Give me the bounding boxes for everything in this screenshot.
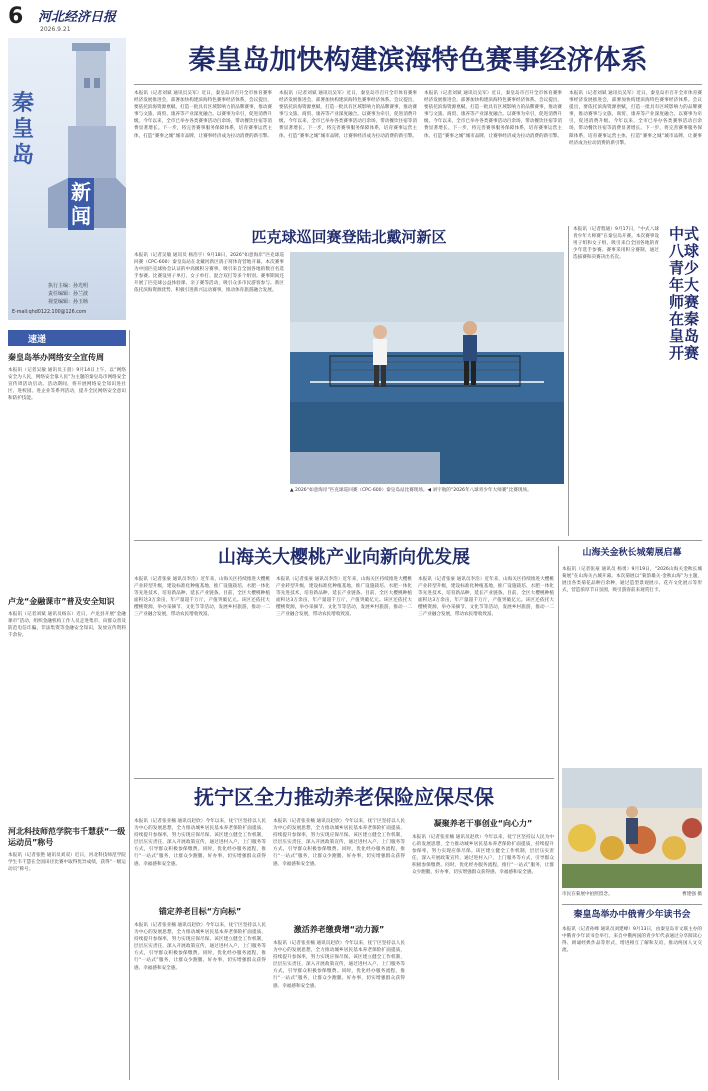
brief-title: 卢龙“金融课市”普及安全知识 <box>8 597 115 606</box>
section-title-news: 新闻 <box>68 178 94 230</box>
brief-item <box>8 352 126 585</box>
section-title-qinhuangdao: 秦皇岛 <box>12 90 35 168</box>
elderly-body-col3: 本报讯（记者张亚楠 通讯员赵欣）今年以来，抚宁区坚持以人民为中心的发展思想，全力推动城乡居民基本养老保险扩面提质，持续提升参保率，努力实现应保尽保。该区建立健全工作机制，层层压实责任，深入开展政策宣传，通过进村入户、上门服务等方式，引导群众积极参保缴费。同时，优化经办服务流程，推行“一站式”服务，让群众少跑腿、好办事，切实增强群众获得感、幸福感和安全感。 <box>412 835 554 876</box>
brief-body: 本报讯（记者张艳 通讯员刘双）近日，河北科技师范学院学生韦千慧在全国田径比赛中取得优异成绩，获得“一级运动员”称号。 <box>8 853 126 873</box>
masthead <box>0 0 708 38</box>
divider <box>562 904 702 905</box>
pickleball-body: 本报讯（记者吴敏 通讯员 杨浩宇）9月18日，2026“如意海岸”匹克球巡回赛（CPC-600）秦皇岛站在北戴河新区鸽子窝体育营地开幕。本次赛事为中国匹克球协会认证的中高级积分赛事，吸引来自全国各地的数百名选手参赛。比赛设男子单打、女子单打、混合双打等多个组别。赛事期间还开展了匹克球公益体验课、亲子赛等活动，吸引众多市民游客参与。新区依托滨海资源优势，积极引进新兴运动赛事，推动体育旅游融合发展。 <box>134 253 284 294</box>
greatwall-body: 本报讯（记者张豪 通讯员 杨勇）9月19日，“2026山海关金秋长城菊展”在山海关古城开幕。本次菊展以“菊韵雄关·金秋山海”为主题，展出各类菊花品种百余种，通过造型景观展示、花卉文化展示等形式，营造浓厚节日氛围，吸引游客前来观赏打卡。 <box>562 567 702 594</box>
briefs-label-text: 速递 <box>28 335 47 345</box>
cherry-body-col2: 本报讯（记者张豪 通讯员李浩）近年来，山海关区持续推进大樱桃产业转型升级，建设标准化种植基地，推广设施栽培、水肥一体化等先进技术，培育新品种，延长产业链条。目前，全区大樱桃种植面积达3万余亩，年产量超千万斤，产值突破亿元。该区还依托大樱桃资源，举办采摘节、文化节等活动，发展乡村旅游，推动一二三产业融合发展，带动农民增收致富。 <box>276 577 412 618</box>
elderly-subhead: 激活养老缴费增“动力源” <box>293 925 385 934</box>
editor-line: 执行主编：孙光明 <box>48 283 89 289</box>
pickleball-photo <box>290 252 564 484</box>
divider <box>134 84 702 85</box>
elderly-body-col2b: 本报讯（记者张亚楠 通讯员赵欣）今年以来，抚宁区坚持以人民为中心的发展思想，全力推动城乡居民基本养老保险扩面提质，持续提升参保率，努力实现应保尽保。该区建立健全工作机制，层层压实责任，深入开展政策宣传，通过进村入户、上门服务等方式，引导群众积极参保缴费。同时，优化经办服务流程，推行“一站式”服务，让群众少跑腿、好办事，切实增强群众获得感、幸福感和安全感。 <box>273 941 405 989</box>
issue-date: 2026.9.21 <box>40 26 71 33</box>
brief-title: 河北科技师范学院韦千慧获“一级运动员”称号 <box>8 827 126 847</box>
elderly-body-col1: 本报讯（记者张亚楠 通讯员赵欣）今年以来，抚宁区坚持以人民为中心的发展思想，全力推动城乡居民基本养老保险扩面提质，持续提升参保率，努力实现应保尽保。该区建立健全工作机制，层层压实责任，深入开展政策宣传，通过进村入户、上门服务等方式，引导群众积极参保缴费。同时，优化经办服务流程，推行“一站式”服务，让群众少跑腿、好办事，切实增强群众获得感、幸福感和安全感。 <box>134 819 266 867</box>
greatwall-photo-credit: 曹建强 摄 <box>682 892 702 897</box>
elderly-body-col2: 本报讯（记者张亚楠 通讯员赵欣）今年以来，抚宁区坚持以人民为中心的发展思想，全力推动城乡居民基本养老保险扩面提质，持续提升参保率，努力实现应保尽保。该区建立健全工作机制，层层压实责任，深入开展政策宣传，通过进村入户、上门服务等方式，引导群众积极参保缴费。同时，优化经办服务流程，推行“一站式”服务，让群众少跑腿、好办事，切实增强群众获得感、幸福感和安全感。 <box>273 819 405 867</box>
elderly-subhead: 锚定养老目标“方向标” <box>158 907 242 916</box>
editor-line: 视觉编辑：孙玉旸 <box>48 299 89 305</box>
lead-body-col1: 本报讯（记者刘斌 通讯员吴军）近日，秦皇岛市召开全市体育赛事经济发展推进会，部署加快构建滨海特色赛事经济体系。会议提出，要依托滨海资源禀赋，打造一批具有区域影响力的品牌赛事，推动赛事与文旅、商贸、康养等产业深度融合。以赛事为牵引，促进消费升级。今年以来，全市已举办各类赛事活动百余场，带动餐饮住宿等消费显著增长。下一步，将完善赛事服务保障体系，培育赛事运营主体，打造“赛事之城”城市品牌，让赛事经济成为拉动消费的新引擎。 <box>134 91 272 139</box>
elderly-subhead: 凝聚养老干事创业“向心力” <box>433 819 533 828</box>
section-banner <box>8 38 126 320</box>
lead-body-col4: 本报讯（记者刘斌 通讯员吴军）近日，秦皇岛市召开全市体育赛事经济发展推进会，部署加快构建滨海特色赛事经济体系。会议提出，要依托滨海资源禀赋，打造一批具有区域影响力的品牌赛事，推动赛事与文旅、商贸、康养等产业深度融合。以赛事为牵引，促进消费升级。今年以来，全市已举办各类赛事活动百余场，带动餐饮住宿等消费显著增长。下一步，将完善赛事服务保障体系，培育赛事运营主体，打造“赛事之城”城市品牌，让赛事经济成为拉动消费的新引擎。 <box>569 91 702 146</box>
pickleball-caption: ▲ 2026“如意海岸”匹克球巡回赛（CPC-600）秦皇岛站比赛现场。◀ 刘宇航的“2026年八球青少年大师赛”比赛现场。 <box>290 488 532 493</box>
column-rule <box>558 546 559 1080</box>
cherry-body-col3: 本报讯（记者张豪 通讯员李浩）近年来，山海关区持续推进大樱桃产业转型升级，建设标准化种植基地，推广设施栽培、水肥一体化等先进技术，培育新品种，延长产业链条。目前，全区大樱桃种植面积达3万余亩，年产量超千万斤，产值突破亿元。该区还依托大樱桃资源，举办采摘节、文化节等活动，发展乡村旅游，推动一二三产业融合发展，带动农民增收致富。 <box>418 577 554 618</box>
column-rule <box>129 330 130 1080</box>
paper-name: 河北经济日报 <box>38 10 117 25</box>
cherry-body-col1: 本报讯（记者张豪 通讯员李浩）近年来，山海关区持续推进大樱桃产业转型升级，建设标准化种植基地，推广设施栽培、水肥一体化等先进技术，培育新品种，延长产业链条。目前，全区大樱桃种植面积达3万余亩，年产量超千万斤，产值突破亿元。该区还依托大樱桃资源，举办采摘节、文化节等活动，发展乡村旅游，推动一二三产业融合发展，带动农民增收致富。 <box>134 577 270 618</box>
brief-body: 本报讯（记者吴敏 通讯员王晨）9月14日上午，以“网络安全为人民，网络安全靠人民”为主题的秦皇岛市网络安全宣传周活动启动。活动期间，将开展网络安全知识进社区、进校园、进企业等系列活动，提升全民网络安全意识和防护技能。 <box>8 368 126 402</box>
elderly-headline: 抚宁区全力推动养老保险应保尽保 <box>194 785 494 809</box>
brief-item <box>8 596 126 817</box>
briefs-label <box>8 330 126 346</box>
editor-line: 责任编辑：孙兰波 <box>48 291 89 297</box>
greatwall-caption: 市民在菊展中拍照留念。 <box>562 892 613 897</box>
page-number: 6 <box>8 4 24 29</box>
divider <box>134 778 554 779</box>
brief-body: 本报讯（记者刘斌 通讯员杨东）近日，卢龙县开展“金融课市”活动，组织金融机构工作人员走进集市，向群众普及防范电信诈骗、非法集资等金融安全知识，发放宣传资料千余份。 <box>8 612 126 639</box>
brief-title: 秦皇岛举办网络安全宣传周 <box>8 353 104 362</box>
divider <box>134 540 702 541</box>
editor-credits <box>48 282 124 306</box>
billiards-body: 本报讯（记者程通）9月17日，“中式八球青少年大师赛”在秦皇岛开赛。本次赛事设男子组和女子组，吸引来自全国各地的青少年选手参赛。赛事采用积分赛制，通过选拔赛和决赛决出名次。 <box>573 227 659 261</box>
elderly-body-col1b: 本报讯（记者张亚楠 通讯员赵欣）今年以来，抚宁区坚持以人民为中心的发展思想，全力推动城乡居民基本养老保险扩面提质，持续提升参保率，努力实现应保尽保。该区建立健全工作机制，层层压实责任，深入开展政策宣传，通过进村入户、上门服务等方式，引导群众积极参保缴费。同时，优化经办服务流程，推行“一站式”服务，让群众少跑腿、好办事，切实增强群众获得感、幸福感和安全感。 <box>134 923 266 971</box>
billiards-headline: 中式八球青少年大师赛在秦皇岛开赛 <box>668 225 699 362</box>
reading-headline: 秦皇岛举办中俄青少年读书会 <box>573 910 691 920</box>
greatwall-photo <box>562 768 702 888</box>
lead-headline: 秦皇岛加快构建滨海特色赛事经济体系 <box>188 45 648 76</box>
reading-body: 本报讯（记者孙峰 通讯员刘建峰）9月13日，由秦皇岛市文联主办的中俄青少年读书会举行。来自中俄两国的青少年代表通过分享阅读心得、朗诵经典作品等形式，增进相互了解和友谊，推动两国人文交流。 <box>562 927 702 954</box>
editor-email: E-mail:qhd0122.100@126.com <box>12 310 87 315</box>
lead-body-col3: 本报讯（记者刘斌 通讯员吴军）近日，秦皇岛市召开全市体育赛事经济发展推进会，部署加快构建滨海特色赛事经济体系。会议提出，要依托滨海资源禀赋，打造一批具有区域影响力的品牌赛事，推动赛事与文旅、商贸、康养等产业深度融合。以赛事为牵引，促进消费升级。今年以来，全市已举办各类赛事活动百余场，带动餐饮住宿等消费显著增长。下一步，将完善赛事服务保障体系，培育赛事运营主体，打造“赛事之城”城市品牌，让赛事经济成为拉动消费的新引擎。 <box>424 91 562 139</box>
greatwall-headline: 山海关金秋长城菊展启幕 <box>582 548 682 558</box>
lead-body-col2: 本报讯（记者刘斌 通讯员吴军）近日，秦皇岛市召开全市体育赛事经济发展推进会，部署加快构建滨海特色赛事经济体系。会议提出，要依托滨海资源禀赋，打造一批具有区域影响力的品牌赛事，推动赛事与文旅、商贸、康养等产业深度融合。以赛事为牵引，促进消费升级。今年以来，全市已举办各类赛事活动百余场，带动餐饮住宿等消费显著增长。下一步，将完善赛事服务保障体系，培育赛事运营主体，打造“赛事之城”城市品牌，让赛事经济成为拉动消费的新引擎。 <box>279 91 417 139</box>
brief-item <box>8 826 126 1082</box>
column-rule <box>568 226 569 536</box>
cherry-headline: 山海关大樱桃产业向新向优发展 <box>218 547 470 568</box>
pickleball-headline: 匹克球巡回赛登陆北戴河新区 <box>251 228 447 246</box>
